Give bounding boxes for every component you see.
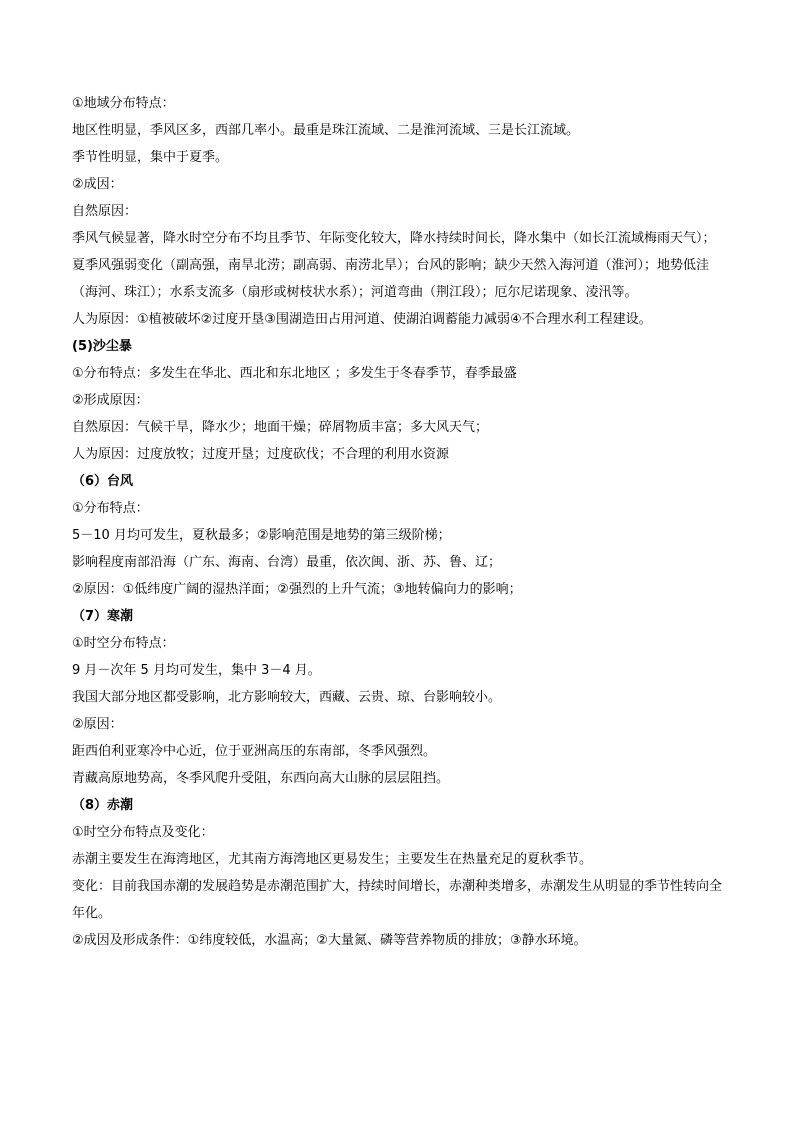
cold-wave-title: （7）寒潮 xyxy=(72,609,134,624)
flood-human-text: 人为原因：①植被破坏②过度开垦③围湖造田占用河道、使湖泊调蓄能力减弱④不合理水利工程建设。 xyxy=(72,312,652,327)
flood-natural-text: 季风气候显著，降水时空分布不均且季节、年际变化较大，降水持续时间长，降水集中（如长江流域梅雨天气）；夏季风强弱变化（副高强，南旱北涝；副高弱、南涝北旱）；台风的影响；缺少天然入海河道（淮河）；地势低洼（海河、珠江）；水系支流多（扇形或树枝状水系）；河道弯曲（荆江段）；厄尔尼诺现象、凌汛等。 xyxy=(72,231,716,300)
sandstorm-human: 人为原因：过度放牧；过度开垦；过度砍伐；不合理的利用水资源 xyxy=(72,447,450,462)
cold-wave-distribution-region: 我国大部分地区都受影响，北方影响较大，西藏、云贵、琼、台影响较小。 xyxy=(72,690,502,705)
red-tide-causes: ②成因及形成条件：①纬度较低，水温高；②大量氮、磷等营养物质的排放；③静水环境。 xyxy=(72,933,587,948)
flood-causes-heading: ②成因： xyxy=(72,177,123,192)
typhoon-distribution-degree: 影响程度南部沿海（广东、海南、台湾）最重，依次闽、浙、苏、鲁、辽； xyxy=(72,555,502,570)
red-tide-change-text: 变化：目前我国赤潮的发展趋势是赤潮范围扩大，持续时间增长，赤潮种类增多，赤潮发生从明显的季节性转向全年化。 xyxy=(72,879,723,921)
typhoon-distribution-time: 5－10 月均可发生，夏秋最多；②影响范围是地势的第三级阶梯； xyxy=(72,528,451,543)
flood-distribution-regional: 地区性明显，季风区多，西部几率小。最重是珠江流域、二是淮河流域、三是长江流域。 xyxy=(72,123,580,138)
typhoon-causes: ②原因：①低纬度广阔的湿热洋面；②强烈的上升气流；③地转偏向力的影响； xyxy=(72,582,522,597)
red-tide-distribution-text: 赤潮主要发生在海湾地区，尤其南方海湾地区更易发生；主要发生在热量充足的夏秋季节。 xyxy=(72,852,593,867)
sandstorm-distribution: ①分布特点：多发生在华北、西北和东北地区 ；多发生于冬春季节，春季最盛 xyxy=(72,366,517,381)
document-page xyxy=(72,90,722,954)
red-tide-title: （8）赤潮 xyxy=(72,798,134,813)
cold-wave-distribution-heading: ①时空分布特点： xyxy=(72,636,175,651)
flood-distribution-heading: ①地域分布特点： xyxy=(72,96,175,111)
typhoon-title: （6）台风 xyxy=(72,474,134,489)
sandstorm-natural: 自然原因：气候干旱，降水少；地面干燥；碎屑物质丰富；多大风天气； xyxy=(72,420,489,435)
cold-wave-distribution-time: 9 月－次年 5 月均可发生，集中 3－4 月。 xyxy=(72,663,321,678)
sandstorm-causes-heading: ②形成原因： xyxy=(72,393,149,408)
typhoon-distribution-heading: ①分布特点： xyxy=(72,501,149,516)
flood-distribution-seasonal: 季节性明显，集中于夏季。 xyxy=(72,150,229,165)
red-tide-distribution-heading: ①时空分布特点及变化： xyxy=(72,825,214,840)
sandstorm-title: (5)沙尘暴 xyxy=(72,339,132,354)
cold-wave-cause-2: 青藏高原地势高，冬季风爬升受阻，东西向高大山脉的层层阻挡。 xyxy=(72,771,450,786)
flood-natural-heading: 自然原因： xyxy=(72,204,138,219)
cold-wave-cause-1: 距西伯利亚寒冷中心近，位于亚洲高压的东南部，冬季风强烈。 xyxy=(72,744,437,759)
cold-wave-causes-heading: ②原因： xyxy=(72,717,123,732)
